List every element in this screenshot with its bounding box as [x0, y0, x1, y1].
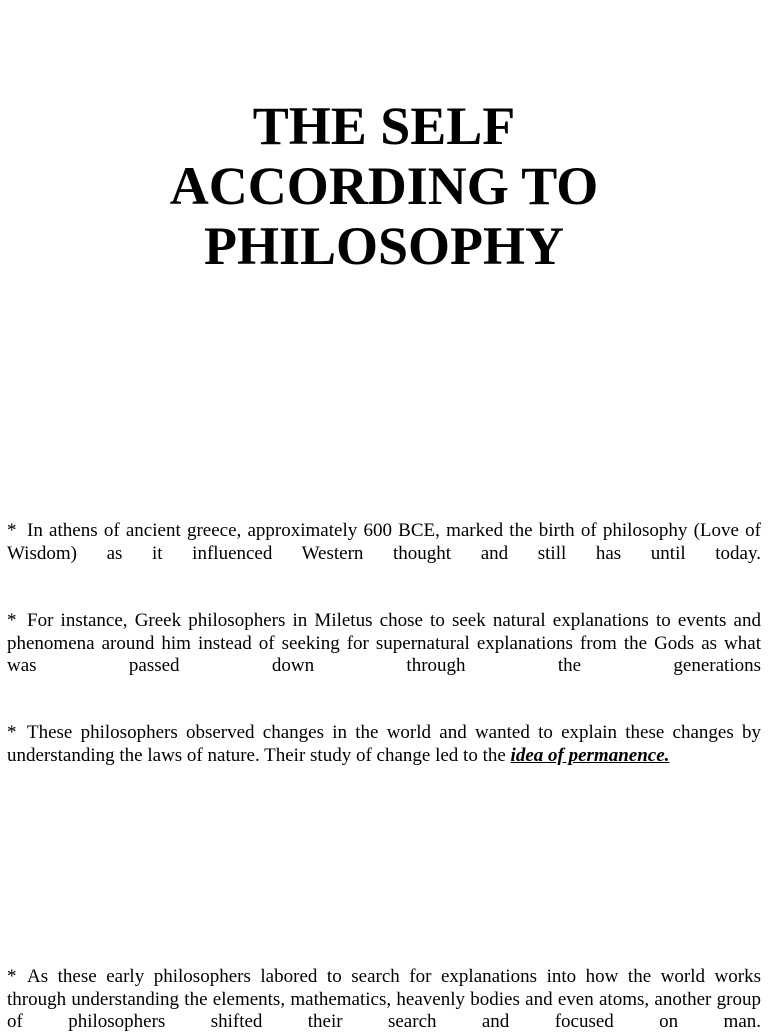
paragraph-3 [7, 722, 761, 767]
emphasized-term: idea of permanence. [510, 744, 670, 766]
paragraph-text: For instance, Greek philosophers in Miletus chose to seek natural explanations to events and phenomena around him instead of seeking for supernatural explanations from the Gods as what was passed down through the generations [7, 610, 761, 676]
paragraph-4 [7, 966, 761, 1034]
bullet-asterisk-icon: * [7, 520, 17, 541]
title-line-3: PHILOSOPHY [203, 216, 565, 276]
bullet-asterisk-icon: * [7, 966, 17, 987]
bullet-asterisk-icon: * [7, 610, 17, 631]
paragraph-text: These philosophers observed changes in the world and wanted to explain these changes by understanding the laws of nature. Their study of change led to the [7, 722, 761, 766]
title-line-1: THE SELF [252, 96, 516, 156]
paragraph-2 [7, 610, 761, 678]
bullet-asterisk-icon: * [7, 722, 17, 743]
paragraph-text: In athens of ancient greece, approximately 600 BCE, marked the birth of philosophy (Love of Wisdom) as it influenced Western thought and still has until today. [7, 520, 761, 564]
paragraph-text: As these early philosophers labored to search for explanations into how the world works through understanding the elements, mathematics, heavenly bodies and even atoms, another group of philosophers shifted their search and focused on man. [7, 966, 761, 1032]
title-line-2: ACCORDING TO [169, 156, 599, 216]
paragraph-1 [7, 520, 761, 565]
document-title [0, 96, 768, 276]
